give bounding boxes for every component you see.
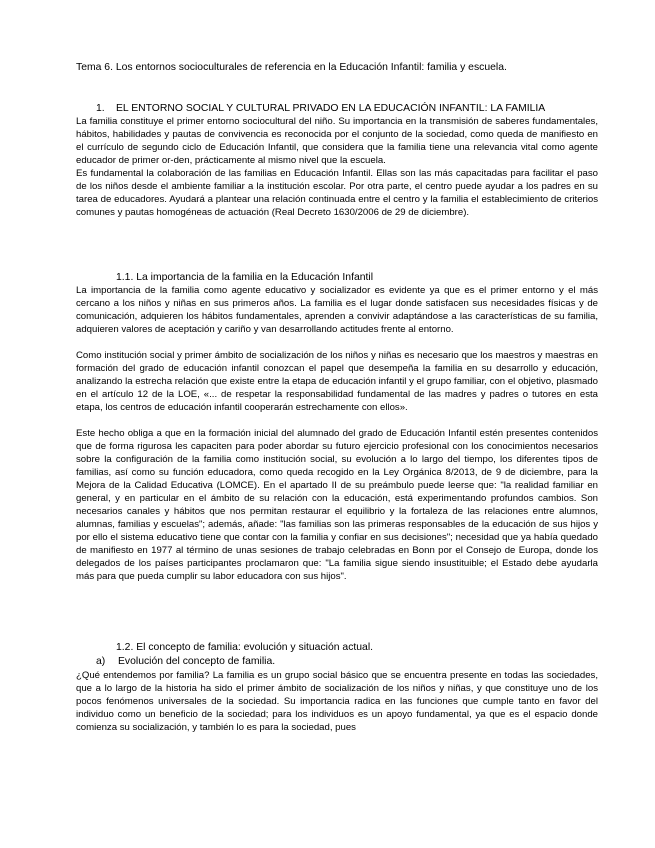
section-1-heading-text: EL ENTORNO SOCIAL Y CULTURAL PRIVADO EN LA EDUCACIÓN INFANTIL: LA FAMILIA — [116, 103, 546, 114]
paragraph: La importancia de la familia como agente educativo y socializador es evidente ya que es el primer entorno y el más cercano a los niños y niñas en sus primeros años. La familia es el lugar donde satisfacen sus necesidades físicas y de comunicación, adquieren los hábitos fundamentales, aprenden a convivir adaptándose a las características de su familia, adquieren valores de aceptación y cariño y van desarrollando actitudes frente al entorno. — [76, 285, 598, 335]
section-1-1-heading: 1.1. La importancia de la familia en la Educación Infantil — [116, 272, 374, 283]
section-1-number: 1. — [96, 103, 105, 114]
paragraph: Este hecho obliga a que en la formación inicial del alumnado del grado de Educación Infantil estén presentes contenidos que de forma rigurosa les capaciten para poder abordar su futuro ejercicio profesional con los conocimientos necesarios sobre la configuración de la familia como institución social, su evolución a lo largo del tiempo, los diferentes tipos de familias, así como su función educadora, como queda recogido en la Ley Orgánica 8/2013, de 9 de diciembre, para la Mejora de la Calidad Educativa (LOMCE). En el apartado II de su preámbulo puede leerse que: "la realidad familiar en general, y en particular en el ámbito de su relación con la educación, está experimentando profundos cambios. Son necesarios canales y hábitos que nos permitan restaurar el equilibrio y la fortaleza de las relaciones entre alumnos, alumnas, familias y escuelas"; además, añade: "las familias son las primeras responsables de la educación de sus hijos y por ello el sistema educativo tiene que contar con la familia y confiar en sus decisiones"; necesidad que ya había quedado de manifiesto en 1977 al término de unas sesiones de trabajo celebradas en Bonn por el Consejo de Europa, donde los delegados de los países participantes proclamaron que: "La familia sigue siendo insustituible; el Estado debe ayudarla más para que pueda cumplir su labor educadora con sus hijos". — [76, 428, 598, 582]
subsection-a-letter: a) — [96, 656, 106, 667]
section-1-2-body — [76, 669, 598, 734]
subsection-a-heading-text: Evolución del concepto de familia. — [118, 656, 276, 667]
paragraph: ¿Qué entendemos por familia? La familia es un grupo social básico que se encuentra presente en todas las sociedades, que a lo largo de la historia ha sido el primer ámbito de socialización de los niños y niñas, y que constituye uno de los pocos fenómenos universales de la sociedad. Su importancia radica en las funciones que cumple tanto en favor del individuo como un beneficio de la sociedad; para los individuos es un apoyo fundamental, ya que es el espacio donde comienza su socialización, y también lo es para la sociedad, pues — [76, 670, 598, 733]
section-1-1-body — [76, 284, 598, 583]
subsection-a-heading — [96, 655, 275, 668]
document-title: Tema 6. Los entornos socioculturales de referencia en la Educación Infantil: familia y escuela. — [76, 62, 507, 73]
section-1-2-heading: 1.2. El concepto de familia: evolución y situación actual. — [116, 642, 374, 653]
section-1-heading — [96, 102, 545, 115]
section-1-body — [76, 115, 598, 219]
paragraph: Como institución social y primer ámbito de socialización de los niños y niñas es necesario que los maestros y maestras en formación del grado de educación infantil conozcan el papel que desempeña la familia en su desarrollo y educación, analizando la estrecha relación que existe entre la etapa de educación infantil y el grupo familiar, con el objetivo, plasmado en el artículo 12 de la LOE, «... de respetar la responsabilidad fundamental de las madres y padres o tutores en esta etapa, los centros de educación infantil cooperarán estrechamente con ellos». — [76, 350, 598, 413]
paragraph: La familia constituye el primer entorno sociocultural del niño. Su importancia en la transmisión de saberes fundamentales, hábitos, habilidades y pautas de convivencia es reconocida por el conjunto de la sociedad, como queda de manifiesto en el currículo de segundo ciclo de Educación Infantil, que considera que la familia tiene una relevancia vital como agente educador de primer or-den, prácticamente al mismo nivel que la escuela. — [76, 116, 598, 166]
paragraph: Es fundamental la colaboración de las familias en Educación Infantil. Ellas son las más capacitadas para facilitar el paso de los niños desde el ambiente familiar a la institución escolar. Por otra parte, el centro puede ayudar a los padres en su tarea de educadores. Ayudará a plantear una relación continuada entre el centro y la familia el establecimiento de criterios comunes y pautas homogéneas de actuación (Real Decreto 1630/2006 de 29 de diciembre). — [76, 168, 598, 218]
